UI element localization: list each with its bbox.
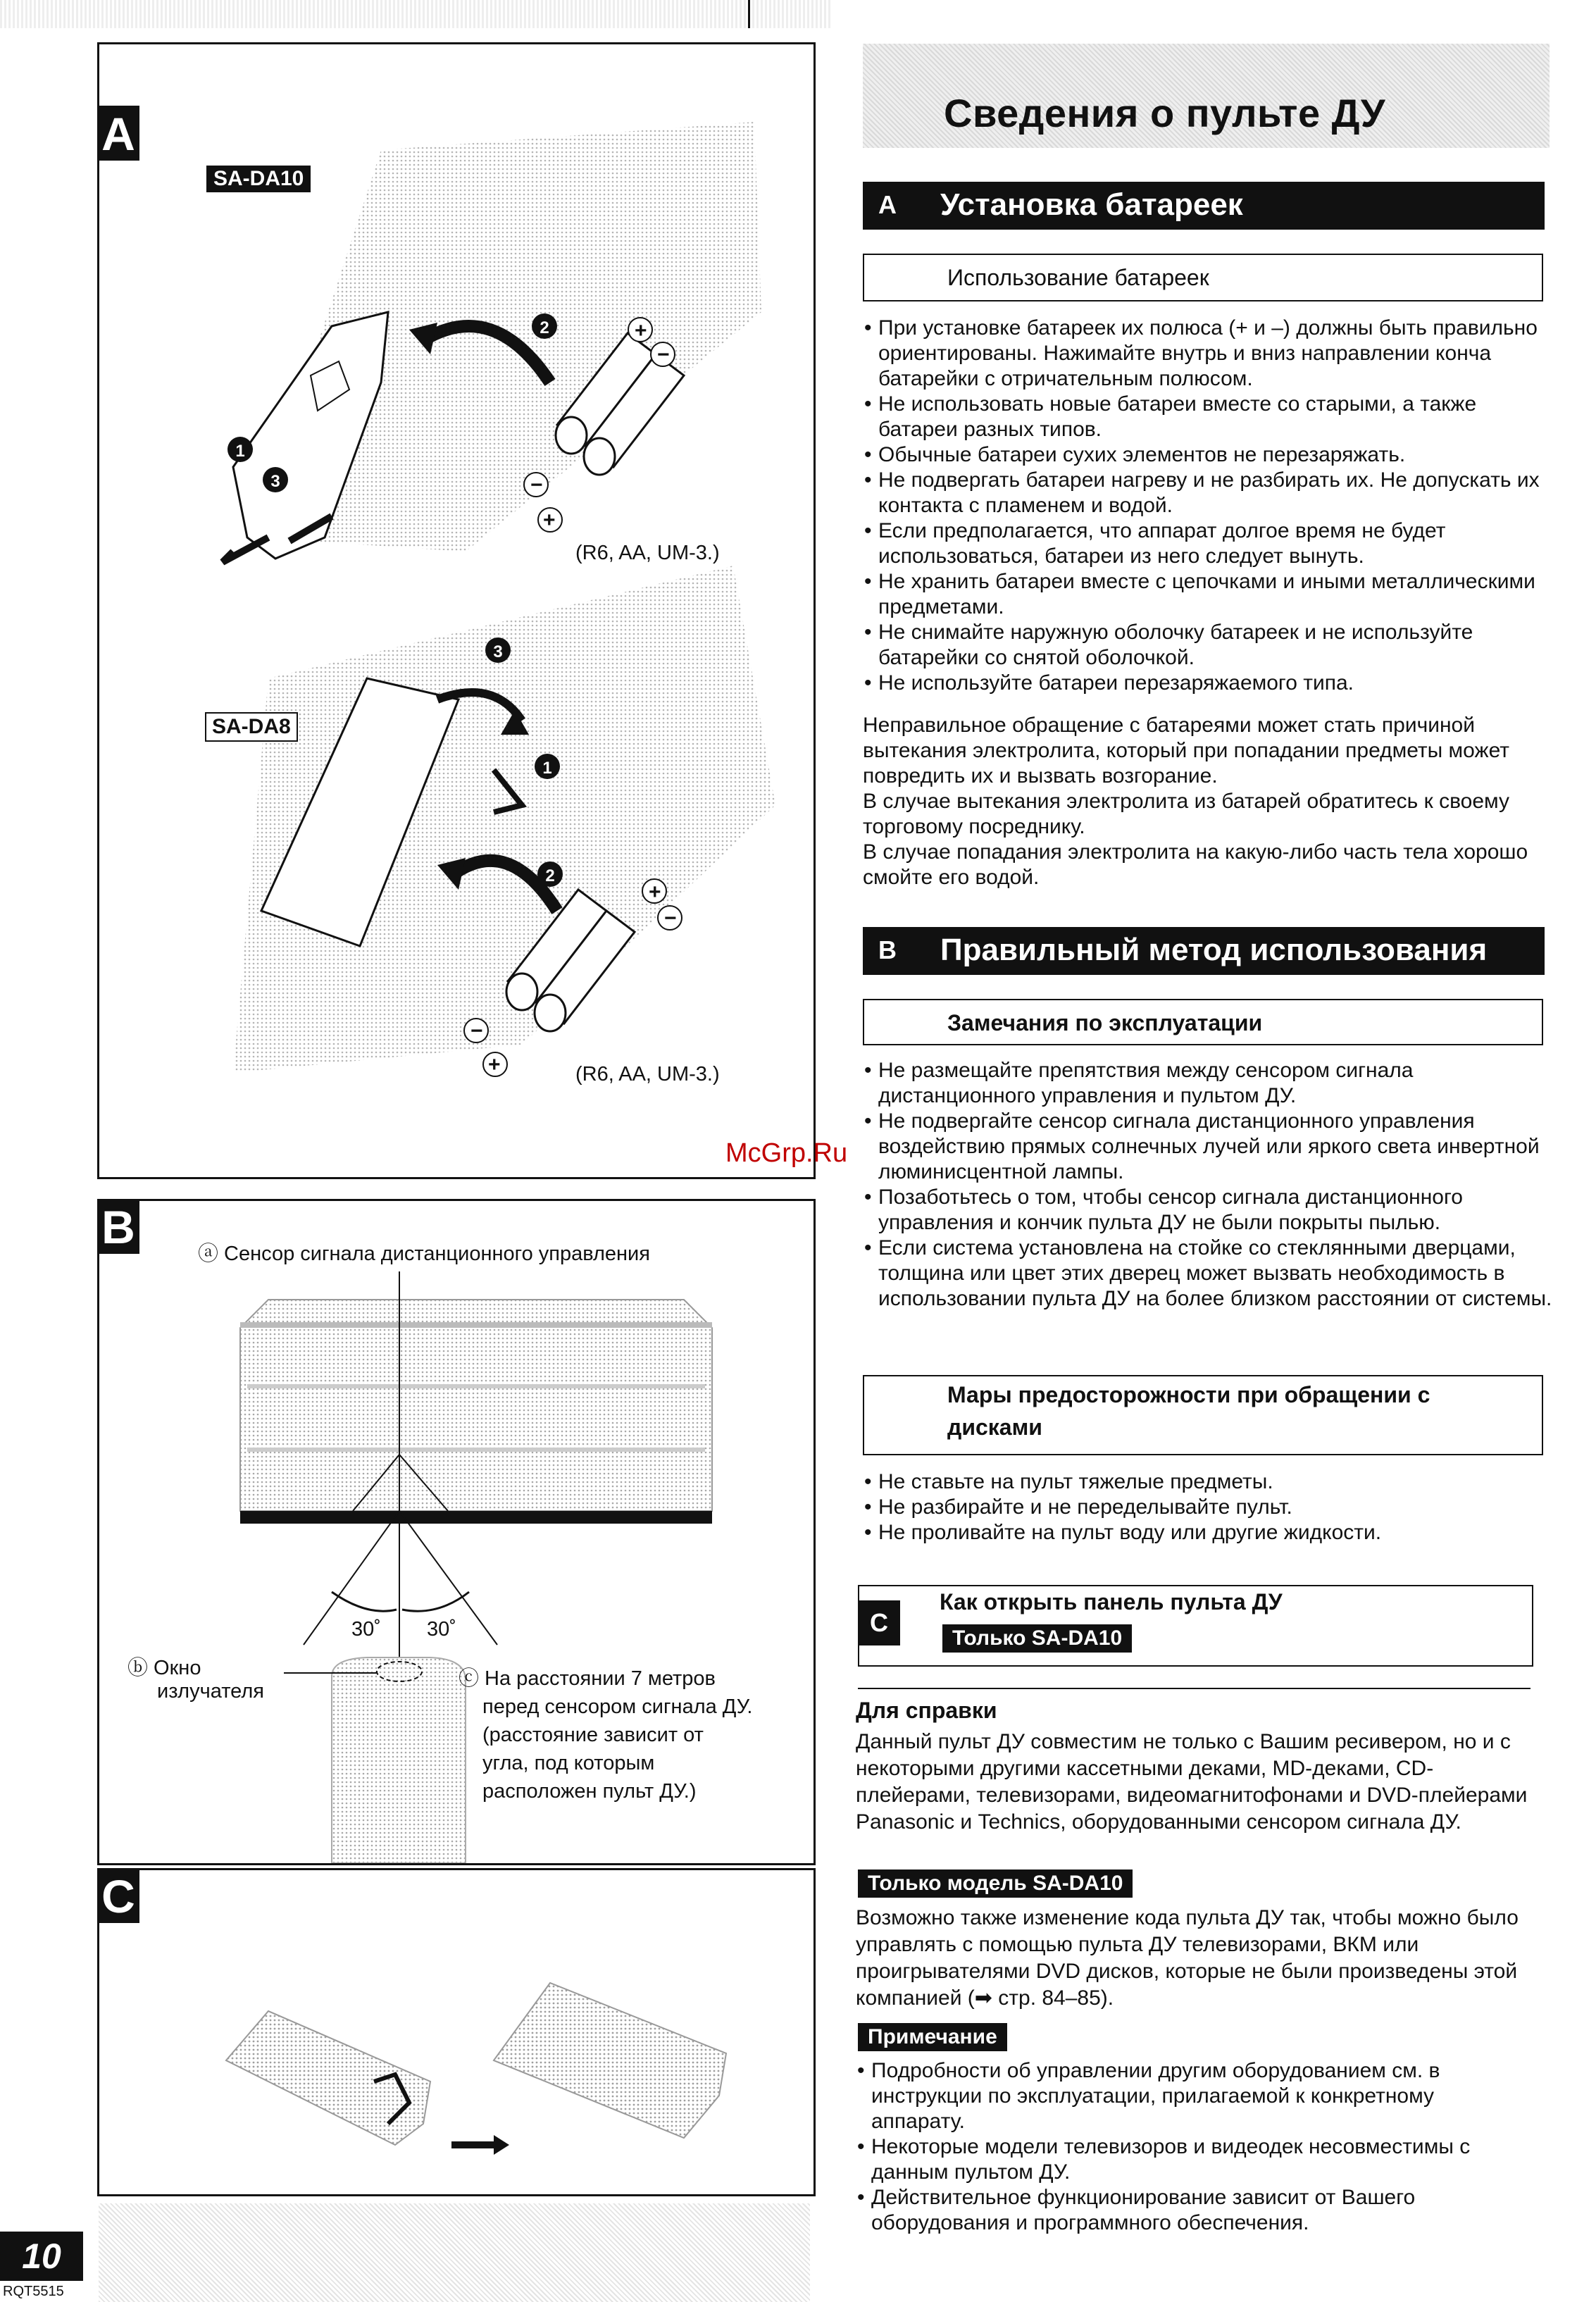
section-b-subtitle-2-box bbox=[863, 1375, 1543, 1455]
remote-closed-icon bbox=[226, 2011, 430, 2145]
panel-a bbox=[97, 42, 816, 1179]
warning-line: В случае вытекания электролита из батарей обратитесь к своему торговому посреднику. bbox=[863, 790, 1510, 838]
list-item: • Не ставьте на пульт тяжелые предметы. bbox=[863, 1469, 1553, 1495]
distance-line-5: расположен пульт ДУ.) bbox=[482, 1780, 697, 1803]
watermark: McGrp.Ru bbox=[725, 1138, 848, 1168]
note-item: • Некоторые модели телевизоров и видеодек несовместимы с данным пультом ДУ. bbox=[856, 2134, 1530, 2185]
battery-type-label-2: (R6, AA, UM-3.) bbox=[575, 1063, 720, 1085]
list-item: • Не подвергать батареи нагреву и не разбирать их. Не допускать их контакта с пламенем и водой. bbox=[863, 468, 1553, 518]
section-b-subtitle-2-line1: Мары предосторожности при обращении с bbox=[947, 1382, 1430, 1407]
receiver-unit-icon bbox=[240, 1300, 712, 1511]
emitter-window-label-2: излучателя bbox=[157, 1680, 264, 1703]
battery-type-label-1: (R6, AA, UM-3.) bbox=[575, 542, 720, 564]
section-b-bar bbox=[863, 927, 1545, 975]
list-item: • Не размещайте препятствия между сенсором сигнала дистанционного управления и пультом ДУ. bbox=[863, 1058, 1553, 1109]
top-edge-texture bbox=[0, 0, 831, 28]
note-item: • Действительное функционирование зависит от Вашего оборудования и программного обеспечения. bbox=[856, 2185, 1530, 2236]
panel-a-illustration bbox=[99, 44, 813, 1177]
section-c-title: Как открыть панель пульта ДУ bbox=[940, 1589, 1283, 1614]
section-b-letter: B bbox=[878, 935, 897, 964]
angle-right-label: 30˚ bbox=[427, 1618, 456, 1641]
list-item: • Не используйте батареи перезаряжаемого типа. bbox=[863, 671, 1553, 696]
svg-text:+: + bbox=[635, 319, 647, 342]
svg-text:+: + bbox=[649, 881, 661, 904]
page-title: Сведения о пульте ДУ bbox=[944, 91, 1386, 135]
section-b-subtitle: Замечания по эксплуатации bbox=[947, 1010, 1263, 1035]
sensor-label: ⓐ Сенсор сигнала дистанционного управления bbox=[198, 1243, 650, 1265]
warning-line: В случае попадания электролита на какую-либо часть тела хорошо смойте его водой. bbox=[863, 840, 1528, 889]
section-a-bullets bbox=[863, 316, 1553, 696]
section-c-rule bbox=[858, 1688, 1530, 1689]
page-number: 10 bbox=[0, 2232, 83, 2281]
note-item: • Подробности об управлении другим оборудованием см. в инструкции по эксплуатации, прилагаемой к конкретному аппарату. bbox=[856, 2058, 1530, 2134]
distance-label bbox=[459, 1665, 752, 1805]
model-badge-sa-da10: SA-DA10 bbox=[206, 166, 311, 192]
model-badge-sa-da8: SA-DA8 bbox=[205, 712, 298, 742]
list-item: • Не подвергайте сенсор сигнала дистанционного управления воздействию прямых солнечных лучей или яркого света инвертной люминисцентной лампы. bbox=[863, 1109, 1553, 1185]
registration-mark bbox=[748, 0, 750, 28]
svg-text:2: 2 bbox=[545, 866, 555, 885]
panel-letter-b: B bbox=[97, 1199, 139, 1254]
reference-model-tag: Только модель SA-DA10 bbox=[858, 1869, 1133, 1898]
svg-text:−: − bbox=[470, 1019, 483, 1043]
section-b-subtitle-box bbox=[863, 999, 1543, 1045]
reference-model-text: Возможно также изменение кода пульта ДУ так, чтобы можно было управлять с помощью пульта ДУ телевизорами, ВКМ или проигрывателями DVD дисков, которые не были произведены этой компанией (➡ стр. 84–85). bbox=[856, 1906, 1519, 2010]
svg-text:1: 1 bbox=[235, 442, 245, 461]
panel-letter-c: C bbox=[97, 1868, 139, 1923]
list-item: • Если система установлена на стойке со стеклянными дверцами, толщина или цвет этих дверец может вызвать необходимость в использовании пульта ДУ на более близком расстоянии от системы. bbox=[863, 1236, 1553, 1312]
reference-text: Данный пульт ДУ совместим не только с Вашим ресивером, но и с некоторыми другими кассетными деками, MD-деками, CD-плейерами, телевизорами, видеомагнитофонами и DVD-плейерами Panasonic и Technics, оборудованными сенсором сигнала ДУ. bbox=[856, 1730, 1528, 1834]
section-a-title: Установка батареек bbox=[940, 187, 1243, 222]
svg-text:+: + bbox=[543, 509, 556, 532]
angle-left-label: 30˚ bbox=[351, 1618, 381, 1641]
section-a-subtitle-box bbox=[863, 254, 1543, 301]
svg-text:+: + bbox=[488, 1053, 501, 1076]
section-c-letter: C bbox=[858, 1600, 900, 1645]
panel-c-illustration bbox=[99, 1870, 813, 2194]
bottom-texture bbox=[99, 2203, 810, 2302]
section-c-model-tag: Только SA-DA10 bbox=[942, 1624, 1132, 1653]
warning-line: Неправильное обращение с батареями может стать причиной вытекания электролита, который при попадании предметы может повредить их и вызвать возгорание. bbox=[863, 714, 1510, 788]
panel-c bbox=[97, 1868, 816, 2196]
svg-text:−: − bbox=[530, 473, 543, 497]
list-item: • Обычные батареи сухих элементов не перезаряжать. bbox=[863, 442, 1553, 468]
angle-arc-left bbox=[332, 1592, 397, 1611]
list-item: • Если предполагается, что аппарат долгое время не будет использоваться, батареи из него следует вынуть. bbox=[863, 518, 1553, 569]
distance-line-3: (расстояние зависит от bbox=[482, 1724, 704, 1746]
panel-b bbox=[97, 1199, 816, 1865]
receiver-base bbox=[240, 1511, 712, 1524]
remote-open-icon bbox=[494, 1983, 726, 2138]
section-a-bar bbox=[863, 182, 1545, 230]
section-a-letter: A bbox=[878, 190, 897, 219]
document-code: RQT5515 bbox=[3, 2284, 64, 2299]
svg-text:−: − bbox=[657, 343, 670, 366]
svg-text:3: 3 bbox=[270, 472, 280, 491]
section-a-subtitle: Использование батареек bbox=[947, 265, 1209, 290]
list-item: • Не разбирайте и не переделывайте пульт. bbox=[863, 1495, 1553, 1520]
emitter-window-label-1: ⓑ Окно bbox=[127, 1657, 201, 1679]
panel-letter-a: A bbox=[97, 106, 139, 161]
list-item: • При установке батареек их полюса (+ и –) должны быть правильно ориентированы. Нажимайте внутрь и вниз направлении конча батарейки с отричательным полюсом. bbox=[863, 316, 1553, 392]
section-b-title: Правильный метод использования bbox=[940, 933, 1488, 967]
notes bbox=[856, 2058, 1530, 2236]
section-b-bullets-2 bbox=[863, 1469, 1553, 1545]
svg-text:2: 2 bbox=[540, 318, 549, 337]
distance-line-2: перед сенсором сигнала ДУ. bbox=[482, 1696, 753, 1718]
svg-text:3: 3 bbox=[493, 642, 503, 661]
list-item: • Не хранить батареи вместе с цепочками и иными металлическими предметами. bbox=[863, 569, 1553, 620]
distance-line-1: ⓒ На расстоянии 7 метров bbox=[459, 1667, 716, 1690]
section-a-warning bbox=[863, 713, 1553, 890]
reference-heading: Для справки bbox=[856, 1698, 997, 1723]
section-b-bullets bbox=[863, 1058, 1553, 1312]
distance-line-4: угла, под которым bbox=[482, 1752, 655, 1774]
list-item: • Не использовать новые батареи вместе со старыми, а также батареи разных типов. bbox=[863, 392, 1553, 442]
svg-text:−: − bbox=[664, 907, 677, 930]
remote-control-icon bbox=[332, 1657, 466, 1863]
list-item: • Не снимайте наружную оболочку батареек и не используйте батарейки со снятой оболочкой. bbox=[863, 620, 1553, 671]
list-item: • Позаботьтесь о том, чтобы сенсор сигнала дистанционного управления и кончик пульта ДУ не были покрыты пылью. bbox=[863, 1185, 1553, 1236]
angle-arc-right bbox=[402, 1592, 469, 1611]
section-b-subtitle-2-line2: дисками bbox=[947, 1414, 1042, 1440]
list-item: • Не проливайте на пульт воду или другие жидкости. bbox=[863, 1520, 1553, 1545]
svg-text:1: 1 bbox=[542, 759, 552, 778]
note-tag: Примечание bbox=[858, 2023, 1007, 2051]
